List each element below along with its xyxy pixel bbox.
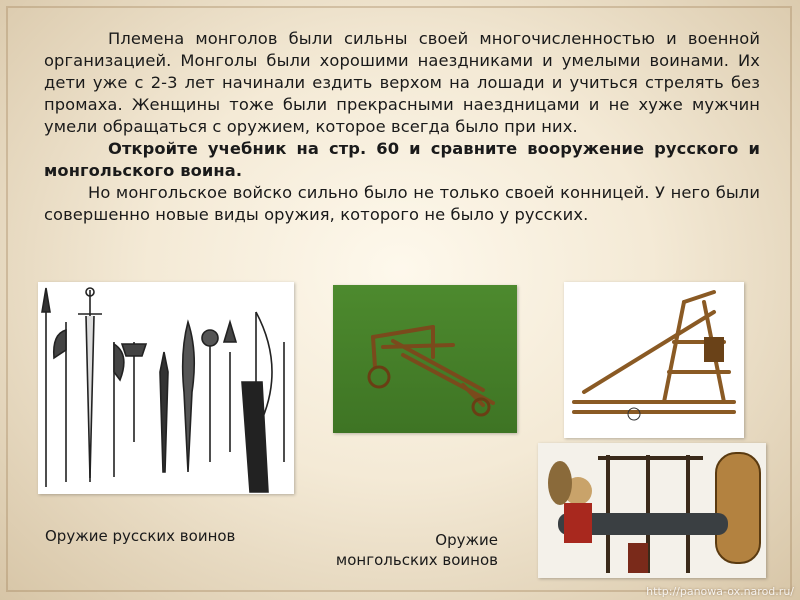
ballista-image — [333, 285, 517, 433]
paragraph-textbook-task: Откройте учебник на стр. 60 и сравните вооружение русского и монгольского воина. — [44, 139, 760, 180]
paragraph-new-weapons: Но монгольское войско сильно было не только своей конницей. У него были совершенно новые виды оружия, которого не было у русских. — [44, 183, 760, 224]
caption-mongol-line1: Оружие — [435, 531, 498, 549]
main-text — [44, 28, 760, 226]
caption-russian-weapons: Оружие русских воинов — [45, 527, 236, 545]
wooden-catapult-model — [564, 282, 744, 438]
russian-weapons-drawing — [38, 282, 294, 494]
catapult-image — [564, 282, 744, 438]
paragraph-mongol-tribes: Племена монголов были сильны своей многочисленностью и военной организацией. Монголы были хорошими наездниками и умелыми воинами. Их дети уже с 2-3 лет начинали ездить верхом на лошади и учиться стрелять без промаха. Женщины тоже были прекрасными наездницами и не хуже мужчин умели обращаться с оружием, которое всегда было при них. — [44, 29, 760, 136]
battering-ram-image — [538, 443, 766, 578]
caption-mongol-weapons — [314, 530, 498, 570]
wooden-ballista-model — [333, 285, 517, 433]
russian-weapons-image — [38, 282, 294, 494]
caption-mongol-line2: монгольских воинов — [335, 551, 498, 569]
watermark-url: http://panowa-ox.narod.ru/ — [646, 585, 794, 598]
battering-ram-illustration — [538, 443, 766, 578]
